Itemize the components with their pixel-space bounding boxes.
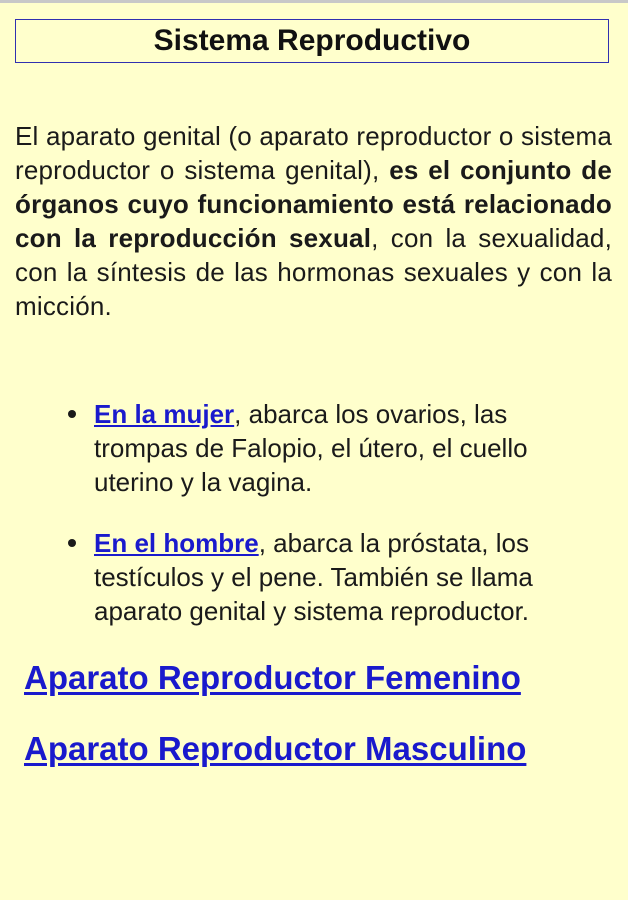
link-aparato-femenino[interactable]: Aparato Reproductor Femenino bbox=[24, 659, 521, 696]
intro-text-bold: es el conjunto de órganos cuyo funcionamiento está relacionado con la reproducción sexual bbox=[15, 155, 612, 253]
link-en-la-mujer[interactable]: En la mujer bbox=[94, 399, 235, 429]
intro-paragraph bbox=[15, 119, 612, 323]
link-en-el-hombre[interactable]: En el hombre bbox=[94, 528, 259, 558]
intro-text-end: , con la sexualidad, con la síntesis de las hormonas sexuales y con la micción. bbox=[15, 223, 613, 321]
page-title: Sistema Reproductivo bbox=[153, 24, 471, 57]
list-item-male bbox=[62, 526, 592, 628]
bullet-icon bbox=[68, 410, 76, 418]
intro-text-start: El aparato genital (o aparato reproductor o sistema reproductor o sistema genital), bbox=[15, 121, 612, 185]
organ-list bbox=[62, 397, 592, 655]
list-item-text: , abarca la próstata, los testículos y el pene. También se llama aparato genital y sistema reproductor. bbox=[94, 528, 533, 626]
list-item-text: , abarca los ovarios, las trompas de Falopio, el útero, el cuello uterino y la vagina. bbox=[94, 399, 528, 497]
list-item-female bbox=[62, 397, 592, 499]
bullet-icon bbox=[68, 539, 76, 547]
top-border bbox=[0, 0, 628, 3]
link-aparato-masculino[interactable]: Aparato Reproductor Masculino bbox=[24, 730, 527, 767]
title-box bbox=[15, 19, 609, 63]
